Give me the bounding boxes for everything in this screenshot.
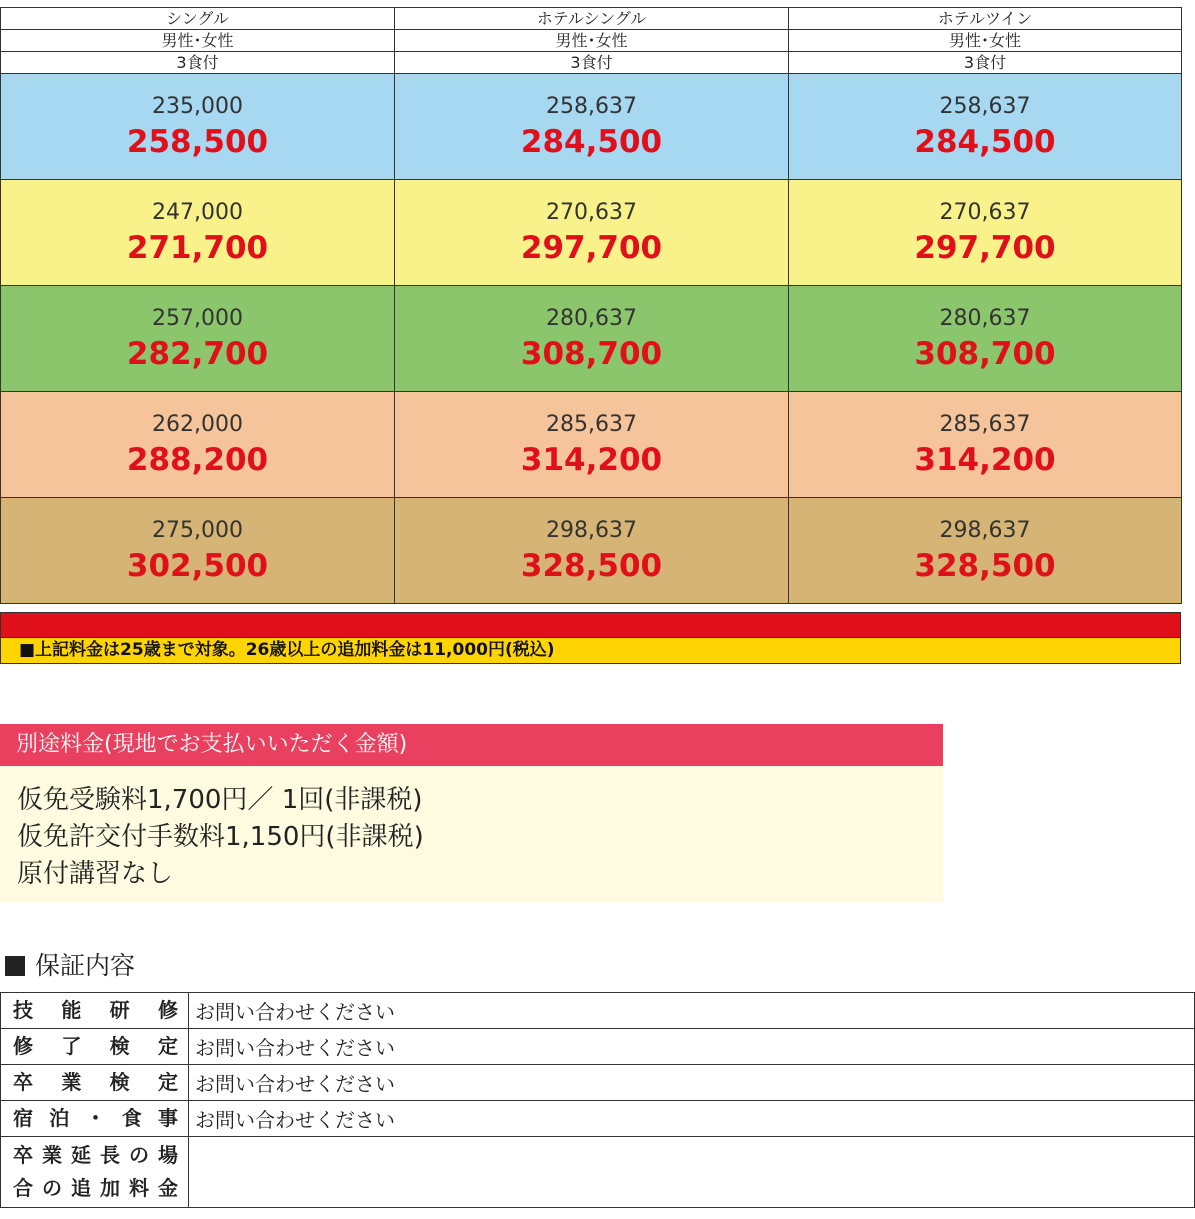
price-cell xyxy=(1,392,395,498)
total-price: 328,500 xyxy=(520,547,663,584)
total-price: 282,700 xyxy=(126,335,269,372)
guarantee-label: 修了検定 xyxy=(1,1029,189,1065)
guarantee-value xyxy=(189,1137,1195,1208)
red-divider-band xyxy=(0,612,1181,638)
guarantee-row xyxy=(1,1029,1195,1065)
price-cell xyxy=(395,392,789,498)
price-row xyxy=(1,392,1182,498)
base-price: 257,000 xyxy=(152,305,243,331)
price-row xyxy=(1,180,1182,286)
total-price: 258,500 xyxy=(126,123,269,160)
guarantee-label: 卒業延長の場 合の追加料金 xyxy=(1,1137,189,1208)
base-price: 235,000 xyxy=(152,93,243,119)
guarantee-label: 技能研修 xyxy=(1,993,189,1029)
guarantee-value: お問い合わせください xyxy=(189,1029,1195,1065)
price-cell xyxy=(789,286,1182,392)
header-row-meals xyxy=(1,52,1182,74)
col-meals: 3食付 xyxy=(1,52,395,74)
price-cell xyxy=(1,74,395,180)
total-price: 288,200 xyxy=(126,441,269,478)
extra-fees-panel xyxy=(0,724,943,902)
total-price: 314,200 xyxy=(914,441,1056,478)
col-meals: 3食付 xyxy=(395,52,789,74)
base-price: 298,637 xyxy=(546,517,637,543)
base-price: 285,637 xyxy=(939,411,1031,437)
price-row xyxy=(1,498,1182,604)
total-price: 271,700 xyxy=(126,229,269,266)
base-price: 258,637 xyxy=(939,93,1031,119)
total-price: 328,500 xyxy=(914,547,1056,584)
total-price: 302,500 xyxy=(126,547,269,584)
base-price: 275,000 xyxy=(152,517,243,543)
price-cell xyxy=(395,498,789,604)
age-note: ■上記料金は25歳まで対象。26歳以上の追加料金は11,000円(税込) xyxy=(0,638,1181,664)
col-meals: 3食付 xyxy=(789,52,1182,74)
price-cell xyxy=(395,180,789,286)
guarantee-label: 宿泊・食事 xyxy=(1,1101,189,1137)
extra-fee-line: 仮免受験料1,700円／ 1回(非課税) xyxy=(17,785,423,815)
total-price: 308,700 xyxy=(520,335,663,372)
base-price: 285,637 xyxy=(546,411,637,437)
total-price: 284,500 xyxy=(520,123,663,160)
total-price: 284,500 xyxy=(914,123,1056,160)
base-price: 258,637 xyxy=(546,93,637,119)
price-table xyxy=(0,7,1182,604)
extra-fees-title: 別途料金(現地でお支払いいただく金額) xyxy=(0,724,943,766)
price-cell xyxy=(395,286,789,392)
square-bullet-icon xyxy=(5,956,25,976)
guarantee-row xyxy=(1,1137,1195,1208)
col-gender: 男性･女性 xyxy=(1,30,395,52)
extra-fees-body xyxy=(0,766,943,893)
col-gender: 男性･女性 xyxy=(395,30,789,52)
col-plan-hotel-single: ホテルシングル xyxy=(395,8,789,30)
total-price: 314,200 xyxy=(520,441,663,478)
total-price: 308,700 xyxy=(914,335,1056,372)
guarantee-row xyxy=(1,1065,1195,1101)
price-cell xyxy=(789,498,1182,604)
price-cell xyxy=(789,180,1182,286)
header-row-gender xyxy=(1,30,1182,52)
price-cell xyxy=(395,74,789,180)
base-price: 262,000 xyxy=(152,411,243,437)
total-price: 297,700 xyxy=(520,229,663,266)
col-gender: 男性･女性 xyxy=(789,30,1182,52)
base-price: 270,637 xyxy=(546,199,637,225)
extra-fee-line: 原付講習なし xyxy=(17,859,174,889)
price-cell xyxy=(1,180,395,286)
extra-fee-line: 仮免許交付手数料1,150円(非課税) xyxy=(17,822,424,852)
guarantee-heading xyxy=(5,948,135,984)
base-price: 270,637 xyxy=(939,199,1031,225)
base-price: 280,637 xyxy=(546,305,637,331)
col-plan-hotel-twin: ホテルツイン xyxy=(789,8,1182,30)
header-row-plan xyxy=(1,8,1182,30)
price-cell xyxy=(789,74,1182,180)
guarantee-label: 卒業検定 xyxy=(1,1065,189,1101)
guarantee-value: お問い合わせください xyxy=(189,993,1195,1029)
base-price: 298,637 xyxy=(939,517,1031,543)
price-row xyxy=(1,74,1182,180)
col-plan-single: シングル xyxy=(1,8,395,30)
base-price: 247,000 xyxy=(152,199,243,225)
price-row xyxy=(1,286,1182,392)
guarantee-table xyxy=(0,992,1195,1208)
guarantee-row xyxy=(1,1101,1195,1137)
base-price: 280,637 xyxy=(939,305,1031,331)
price-cell xyxy=(1,286,395,392)
total-price: 297,700 xyxy=(914,229,1056,266)
price-cell xyxy=(789,392,1182,498)
guarantee-title: 保証内容 xyxy=(35,951,136,980)
guarantee-value: お問い合わせください xyxy=(189,1065,1195,1101)
guarantee-row xyxy=(1,993,1195,1029)
guarantee-value: お問い合わせください xyxy=(189,1101,1195,1137)
price-cell xyxy=(1,498,395,604)
